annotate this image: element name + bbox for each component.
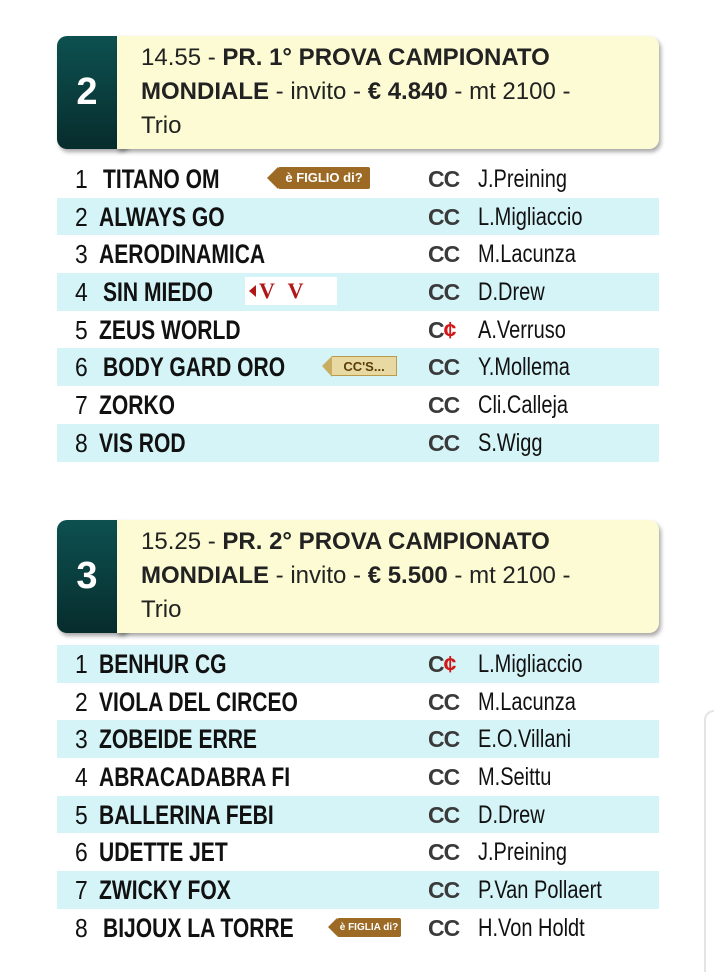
race-card-2 [57,36,659,458]
driver-name: J.Preining [478,838,567,867]
driver-name: H.Von Holdt [478,913,585,942]
entry-number: 1 [75,649,88,679]
cc-logo-icon: CC [428,726,460,753]
horse-name: VIOLA DEL CIRCEO [99,686,298,717]
cc-logo-icon: CC [428,166,460,192]
horse-name: BALLERINA FEBI [99,799,274,830]
race-number: 2 [76,71,98,113]
cc-logo-icon: CC [428,801,460,828]
entry-number: 3 [75,239,88,270]
horse-name: ALWAYS GO [99,201,225,232]
horse-name: ZOBEIDE ERRE [99,724,257,755]
horse-name: ZWICKY FOX [99,875,231,906]
cc-logo-icon: CC [428,203,460,230]
driver-name: L.Migliaccio [478,650,583,678]
entries-list [57,645,659,947]
driver-name: S.Wigg [478,428,543,457]
race-header [57,520,659,633]
cc-logo-icon: CC [428,241,460,268]
race-bet-type: Trio [141,596,182,623]
entry-row[interactable] [57,909,659,947]
driver-name: J.Preining [478,165,567,193]
entry-number: 2 [75,686,88,717]
entry-number: 6 [75,837,88,868]
driver-name: M.Lacunza [478,240,576,269]
horse-name: ZEUS WORLD [99,314,241,345]
entry-number: 4 [75,762,88,793]
cc-logo-icon: CC [428,429,460,456]
horse-name: BIJOUX LA TORRE [103,912,294,943]
driver-name: M.Lacunza [478,687,576,716]
cc-logo-icon: CC [428,688,460,715]
entry-row[interactable] [57,871,659,909]
separator: - [201,44,223,71]
horse-name: AERODINAMICA [99,239,266,270]
race-time: 14.55 [141,44,202,71]
left-arrow-icon [249,285,256,297]
race-name-part1: PR. 2° PROVA CAMPIONATO [222,528,550,555]
cc-logo-icon: CC [428,764,460,791]
entry-number: 5 [75,799,88,830]
entry-row[interactable] [57,758,659,796]
race-name-part2: MONDIALE [141,78,269,105]
badge-arrow-icon [322,356,332,377]
cc-logo-icon: CC [428,392,460,419]
race-invito: - invito - [269,78,368,105]
driver-name: Cli.Calleja [478,391,569,420]
entry-number: 7 [75,875,88,906]
entry-row[interactable] [57,683,659,721]
race-title-line1 [141,41,647,75]
horse-name: SIN MIEDO [103,277,213,308]
entry-number: 8 [75,427,88,458]
race-time: 15.25 [141,528,202,555]
driver-name: E.O.Villani [478,725,572,754]
entry-row[interactable] [57,311,659,349]
race-name-part2: MONDIALE [141,562,269,589]
badge-arrow-icon [328,918,337,936]
cc-slash: ¢ [443,316,456,343]
horse-name: ABRACADABRA FI [99,762,291,793]
entry-row[interactable] [57,198,659,236]
race-header [57,36,659,149]
figlio-di-badge[interactable]: è FIGLIO di? [267,167,370,189]
entry-number: 2 [75,201,88,232]
race-title-line2 [141,75,647,109]
badge-arrow-icon [267,167,278,189]
scrollbar-edge[interactable] [704,710,714,972]
entry-row[interactable] [57,348,659,386]
race-prize: € 5.500 [367,562,448,589]
horse-name: BENHUR CG [99,649,227,679]
entry-row[interactable] [57,424,659,462]
entry-row[interactable] [57,720,659,758]
race-distance: - mt 2100 - [447,78,571,105]
entry-number: 1 [75,164,88,194]
driver-name: M.Seittu [478,763,552,792]
horse-name: ZORKO [99,390,176,421]
vv-badge[interactable]: V V [245,277,337,305]
driver-name: D.Drew [478,800,545,829]
entry-row[interactable] [57,796,659,834]
race-number: 3 [76,555,98,597]
race-bet-type: Trio [141,112,182,139]
driver-name: A.Verruso [478,315,566,344]
horse-name: UDETTE JET [99,837,228,868]
race-card-3 [57,520,659,943]
entry-row[interactable] [57,833,659,871]
cc-logo-icon: CC [428,354,460,381]
cc-slash: ¢ [443,651,456,677]
ccs-badge[interactable]: CC'S... [322,356,397,376]
figlia-di-badge[interactable]: è FIGLIA di? [328,918,401,937]
race-title [117,36,659,149]
cc-logo-icon: C¢ [428,316,456,343]
driver-name: P.Van Pollaert [478,876,602,905]
race-title-line2 [141,559,647,593]
race-title-line1 [141,525,647,559]
race-title-line3 [141,593,647,627]
race-distance: - mt 2100 - [447,562,571,589]
entry-number: 7 [75,390,88,421]
race-name-part1: PR. 1° PROVA CAMPIONATO [222,44,550,71]
entries-list [57,160,659,462]
race-title-line3 [141,109,647,143]
entry-number: 8 [75,912,88,943]
cc-logo-icon: C¢ [428,651,456,677]
race-prize: € 4.840 [367,78,448,105]
separator: - [201,528,223,555]
entry-row[interactable] [57,386,659,424]
entry-row[interactable] [57,645,659,683]
horse-name: BODY GARD ORO [103,352,286,383]
cc-logo-icon: CC [428,914,460,941]
entry-number: 3 [75,724,88,755]
horse-name: TITANO OM [103,164,220,194]
cc-logo-icon: CC [428,877,460,904]
horse-name: VIS ROD [99,427,186,458]
driver-name: Y.Mollema [478,353,570,382]
driver-name: D.Drew [478,278,545,307]
race-title [117,520,659,633]
entry-number: 6 [75,352,88,383]
race-invito: - invito - [269,562,368,589]
entry-row[interactable] [57,235,659,273]
driver-name: L.Migliaccio [478,202,583,231]
entry-row[interactable] [57,160,659,198]
cc-logo-icon: CC [428,839,460,866]
cc-logo-icon: CC [428,279,460,306]
entry-number: 4 [75,277,88,308]
entry-row[interactable] [57,273,659,311]
entry-number: 5 [75,314,88,345]
